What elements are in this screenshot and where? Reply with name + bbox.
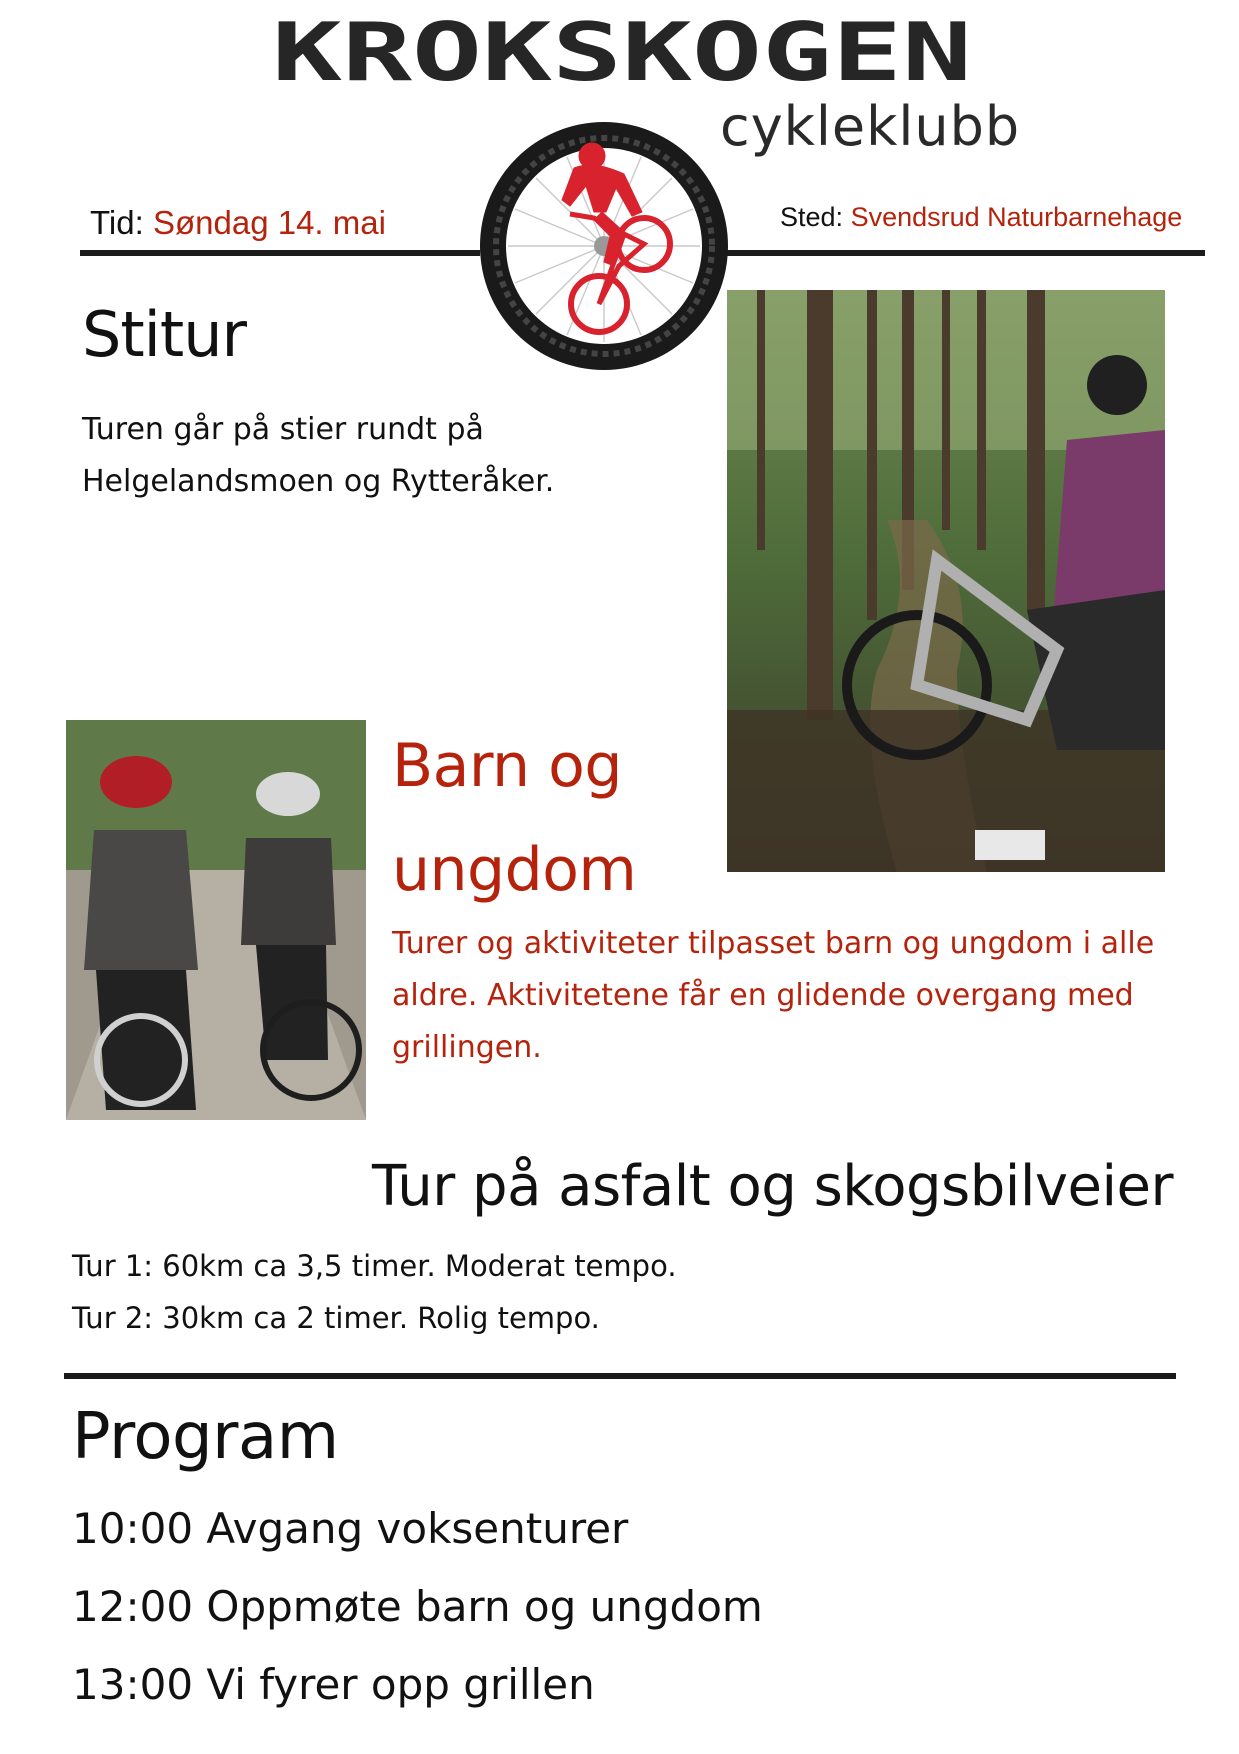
list-item: Tur 1: 60km ca 3,5 timer. Moderat tempo. <box>72 1249 677 1283</box>
section-divider <box>64 1373 1176 1379</box>
list-item: Tur 2: 30km ca 2 timer. Rolig tempo. <box>72 1301 600 1335</box>
header-divider-left <box>80 250 480 256</box>
stitur-heading: Stitur <box>82 298 246 371</box>
list-item: 10:00 Avgang voksenturer <box>72 1504 629 1553</box>
bike-wheel-logo-icon <box>474 116 734 376</box>
asfalt-heading: Tur på asfalt og skogsbilveier <box>372 1154 1174 1219</box>
header-divider-right <box>725 250 1205 256</box>
place-label: Sted: <box>780 202 844 232</box>
barn-text: Turer og aktiviteter tilpasset barn og ungdom i alle aldre. Aktivitetene får en glidende overgang med grillingen. <box>392 926 1155 1065</box>
place-value: Svendsrud Naturbarnehage <box>850 202 1183 232</box>
time-value: Søndag 14. mai <box>152 204 386 241</box>
kids-cycling-photo <box>66 720 366 1120</box>
time-label: Tid: <box>90 204 144 241</box>
list-item: 13:00 Vi fyrer opp grillen <box>72 1660 595 1709</box>
stitur-text: Turen går på stier rundt på Helgelandsmoen og Rytteråker. <box>82 412 555 499</box>
program-heading: Program <box>72 1400 339 1474</box>
time-line <box>90 204 386 242</box>
svg-text:KROKSKOGEN: KROKSKOGEN <box>272 20 972 88</box>
list-item: 12:00 Oppmøte barn og ungdom <box>72 1582 763 1631</box>
club-logo-wordmark <box>262 20 982 88</box>
place-line <box>780 202 1182 233</box>
program-list <box>72 1490 763 1724</box>
asfalt-tour-list <box>72 1240 677 1344</box>
club-type: cykleklubb <box>720 95 1021 158</box>
barn-heading: Barn og ungdom <box>392 731 637 905</box>
adult-mtb-trail-photo <box>727 290 1165 872</box>
